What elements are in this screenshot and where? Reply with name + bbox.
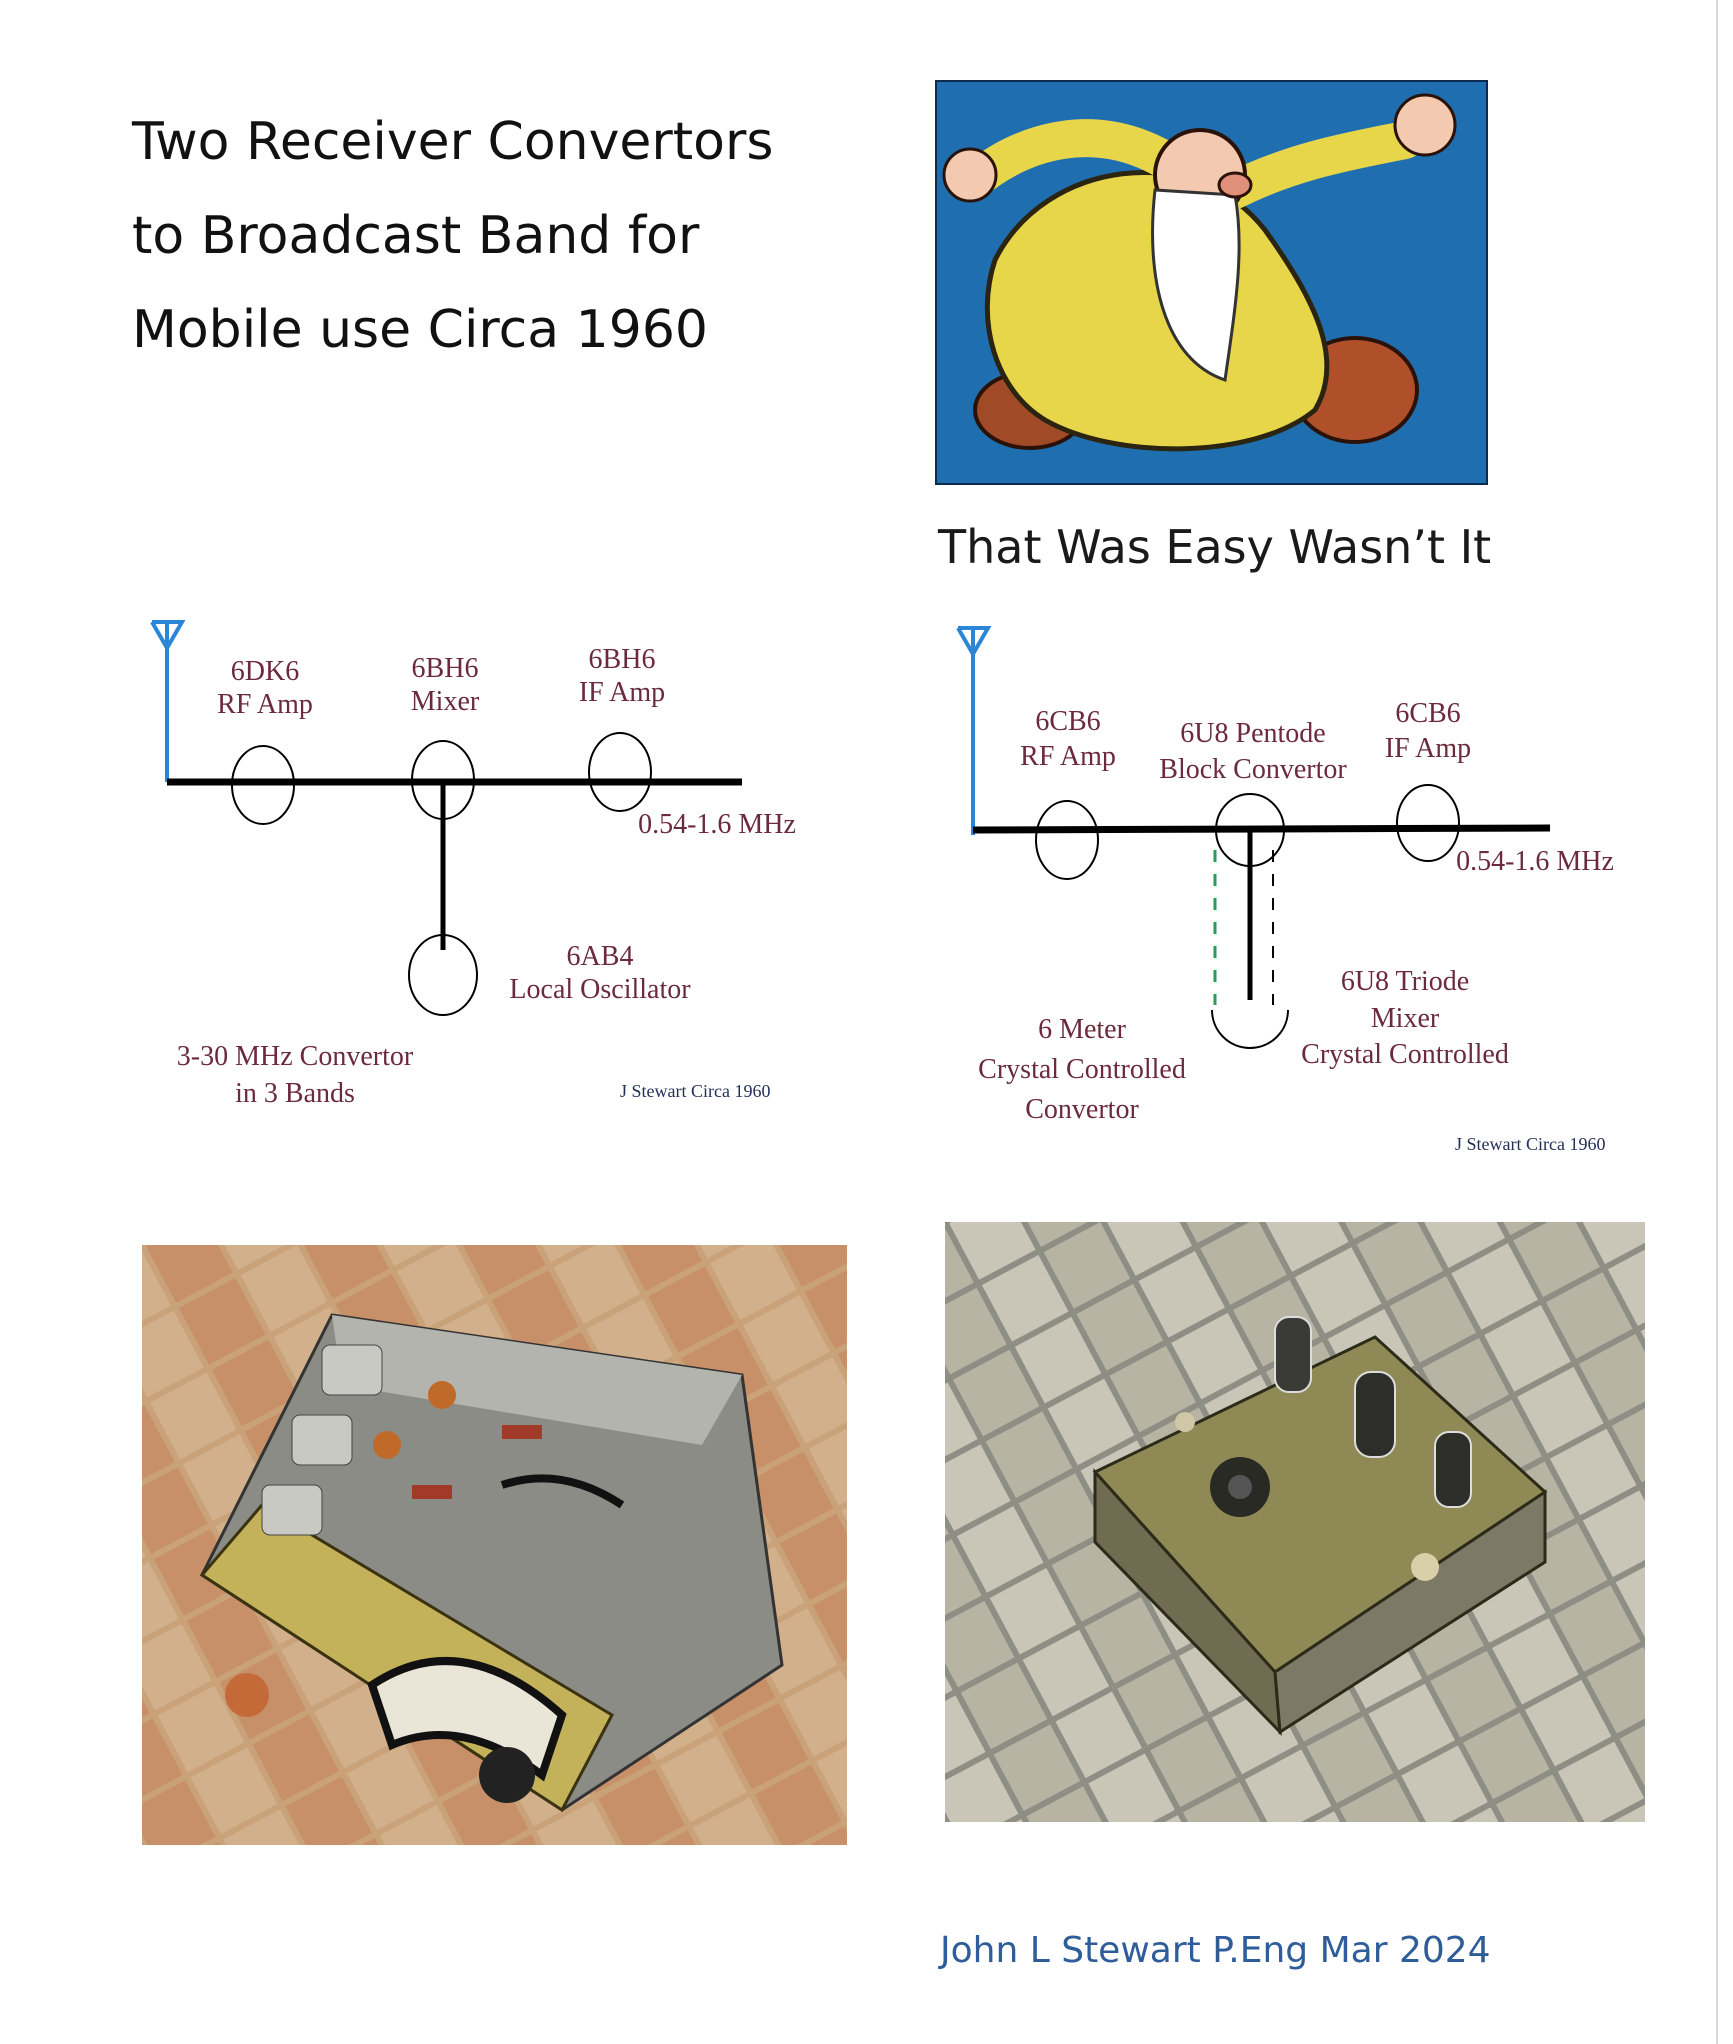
hf-convertor-photo bbox=[142, 1245, 847, 1845]
left-signature: J Stewart Circa 1960 bbox=[620, 1081, 771, 1101]
left-stage3-role: IF Amp bbox=[578, 677, 666, 708]
page-edge-divider bbox=[1716, 0, 1718, 2044]
six-meter-convertor-photo bbox=[945, 1222, 1645, 1822]
title-line-2: to Broadcast Band for bbox=[132, 206, 700, 266]
title-line-1: Two Receiver Convertors bbox=[132, 112, 774, 172]
left-oscillator-tube bbox=[409, 935, 477, 1015]
right-signature: J Stewart Circa 1960 bbox=[1455, 1134, 1606, 1154]
right-triode-tube bbox=[1212, 1010, 1288, 1048]
left-osc-tube: 6AB4 bbox=[566, 941, 634, 972]
cartoon-caption: That Was Easy Wasn’t It bbox=[938, 520, 1492, 574]
right-stage2-role: Block Convertor bbox=[1159, 754, 1347, 785]
left-stage3-tube: 6BH6 bbox=[588, 644, 656, 675]
left-stage1-role: RF Amp bbox=[217, 689, 313, 720]
author-footer: John L Stewart P.Eng Mar 2024 bbox=[940, 1930, 1491, 1971]
left-stage2-role: Mixer bbox=[410, 686, 480, 717]
right-stage1-role: RF Amp bbox=[1020, 741, 1116, 772]
right-desc-line2: Crystal Controlled bbox=[978, 1054, 1186, 1085]
left-desc-line1: 3-30 MHz Convertor bbox=[176, 1041, 414, 1072]
right-stage2-tube: 6U8 Pentode bbox=[1180, 718, 1326, 749]
right-stage3-role: IF Amp bbox=[1384, 733, 1472, 764]
right-stage3-tube: 6CB6 bbox=[1395, 698, 1461, 729]
left-output-freq: 0.54-1.6 MHz bbox=[638, 809, 796, 840]
right-rf-amp-tube bbox=[1036, 801, 1098, 879]
right-output-freq: 0.54-1.6 MHz bbox=[1456, 846, 1614, 877]
left-stage2-tube: 6BH6 bbox=[411, 653, 479, 684]
left-antenna-icon bbox=[152, 622, 182, 782]
left-mixer-tube bbox=[412, 741, 474, 819]
right-signal-line bbox=[973, 828, 1550, 830]
right-desc-line1: 6 Meter bbox=[1038, 1014, 1126, 1045]
right-antenna-icon bbox=[958, 628, 988, 835]
left-osc-role: Local Oscillator bbox=[509, 974, 691, 1005]
right-triode-line1: 6U8 Triode bbox=[1340, 966, 1470, 997]
right-pentode-tube bbox=[1216, 794, 1284, 866]
title-line-3: Mobile use Circa 1960 bbox=[132, 300, 708, 360]
right-triode-line2: Mixer bbox=[1370, 1003, 1440, 1034]
left-rf-amp-tube bbox=[232, 746, 294, 824]
right-desc-line3: Convertor bbox=[1025, 1094, 1139, 1125]
cartoon-image bbox=[935, 80, 1488, 485]
right-if-amp-tube bbox=[1397, 785, 1459, 861]
page-title bbox=[132, 95, 852, 377]
left-stage1-tube: 6DK6 bbox=[230, 656, 300, 687]
right-triode-line3: Crystal Controlled bbox=[1301, 1039, 1509, 1070]
right-stage1-tube: 6CB6 bbox=[1035, 706, 1101, 737]
left-if-amp-tube bbox=[589, 733, 651, 811]
left-desc-line2: in 3 Bands bbox=[235, 1078, 355, 1109]
